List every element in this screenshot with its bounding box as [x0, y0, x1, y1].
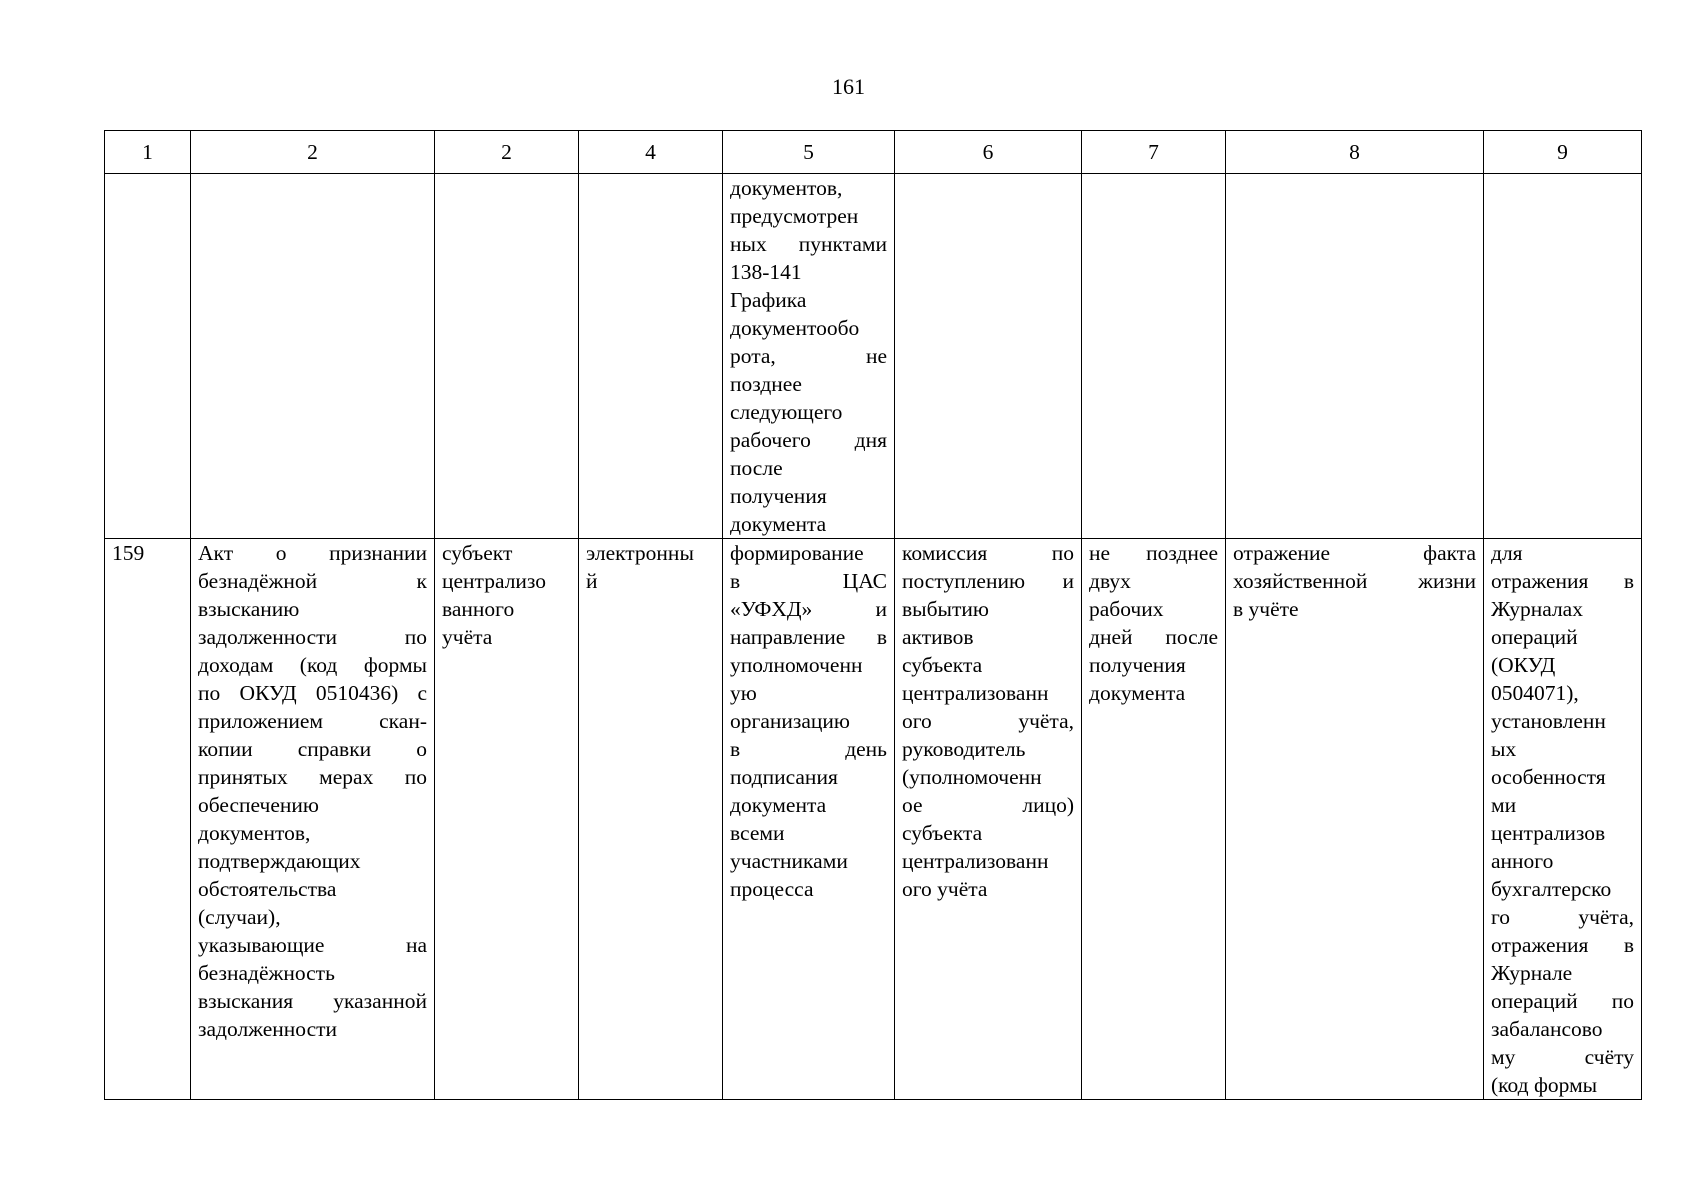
cell-line: поступлению и	[902, 569, 1074, 593]
table-header-row	[105, 131, 1642, 174]
cell-line: бухгалтерско	[1491, 877, 1612, 901]
cell-line: 0504071),	[1491, 681, 1579, 705]
cell-line: централизов	[1491, 821, 1606, 845]
cell-line: после	[730, 456, 783, 480]
cell-line: отражения в	[1491, 569, 1634, 593]
cell-line: субъект	[442, 541, 513, 565]
cell-line: документа	[730, 512, 827, 536]
cell-line: операций по	[1491, 989, 1634, 1013]
table-cell	[105, 174, 191, 539]
table-cell	[1484, 539, 1642, 1100]
cell-line: дней после	[1089, 625, 1218, 649]
cell-line: ми	[1491, 793, 1517, 817]
cell-line: особенностя	[1491, 765, 1606, 789]
cell-line: документа	[1089, 681, 1186, 705]
table-cell	[435, 174, 579, 539]
cell-line: формирование	[730, 541, 864, 565]
cell-line: ого учёта,	[902, 709, 1074, 733]
cell-line: выбытию	[902, 597, 989, 621]
cell-line: (код формы	[1491, 1073, 1598, 1097]
cell-line: отражения в	[1491, 933, 1634, 957]
cell-line: рабочего дня	[730, 428, 887, 452]
cell-line: ое лицо)	[902, 793, 1074, 817]
cell-line: централизованн	[902, 849, 1049, 873]
cell-line: операций	[1491, 625, 1578, 649]
table-cell	[191, 174, 435, 539]
table-cell	[895, 174, 1082, 539]
cell-line: по ОКУД 0510436) с	[198, 681, 427, 705]
cell-line: субъекта	[902, 653, 983, 677]
column-header: 9	[1484, 131, 1642, 174]
cell-line: задолженности по	[198, 625, 427, 649]
cell-line: приложением скан-	[198, 709, 427, 733]
cell-line: следующего	[730, 400, 843, 424]
cell-line: рабочих	[1089, 597, 1164, 621]
cell-line: (случаи),	[198, 905, 281, 929]
cell-line: 138-141	[730, 260, 802, 284]
cell-line: не позднее	[1089, 541, 1218, 565]
cell-line: обстоятельства	[198, 877, 337, 901]
table-cell	[1226, 539, 1484, 1100]
cell-line: принятых мерах по	[198, 765, 427, 789]
table-cell	[895, 539, 1082, 1100]
column-header: 7	[1082, 131, 1226, 174]
table-cell	[723, 539, 895, 1100]
column-header: 8	[1226, 131, 1484, 174]
cell-line: указывающие на	[198, 933, 427, 957]
cell-line: получения	[1089, 653, 1186, 677]
column-header: 1	[105, 131, 191, 174]
cell-line: задолженности	[198, 1017, 338, 1041]
cell-line: рота, не	[730, 344, 887, 368]
page-number: 161	[832, 74, 865, 99]
cell-line: отражение факта	[1233, 541, 1476, 565]
cell-line: централизо	[442, 569, 547, 593]
cell-line: руководитель	[902, 737, 1026, 761]
cell-line: ванного	[442, 597, 515, 621]
cell-line: документов,	[730, 176, 843, 200]
cell-line: Журнале	[1491, 961, 1573, 985]
cell-line: го учёта,	[1491, 905, 1634, 929]
cell-line: позднее	[730, 372, 802, 396]
document-table	[104, 130, 1642, 1100]
cell-line: направление в	[730, 625, 887, 649]
table-cell	[1484, 174, 1642, 539]
table-cell	[435, 539, 579, 1100]
cell-line: документообо	[730, 316, 860, 340]
cell-line: в учёте	[1233, 597, 1299, 621]
cell-line: в ЦАС	[730, 569, 887, 593]
cell-line: ых	[1491, 737, 1517, 761]
cell-line: активов	[902, 625, 974, 649]
cell-line: анного	[1491, 849, 1554, 873]
column-header: 2	[191, 131, 435, 174]
cell-line: ого учёта	[902, 877, 988, 901]
cell-line: участниками	[730, 849, 848, 873]
cell-line: й	[586, 569, 598, 593]
table-cell	[191, 539, 435, 1100]
cell-line: для	[1491, 541, 1523, 565]
cell-line: Акт о признании	[198, 541, 427, 565]
cell-line: взысканию	[198, 597, 300, 621]
cell-line: подтверждающих	[198, 849, 361, 873]
cell-line: «УФХД» и	[730, 597, 887, 621]
table-row-159	[105, 539, 1642, 1100]
cell-line: комиссия по	[902, 541, 1074, 565]
cell-line: уполномоченн	[730, 653, 863, 677]
cell-line: взыскания указанной	[198, 989, 427, 1013]
cell-line: ую	[730, 681, 757, 705]
table-cell	[1226, 174, 1484, 539]
cell-line: учёта	[442, 625, 493, 649]
cell-line: (уполномоченн	[902, 765, 1042, 789]
cell-line: получения	[730, 484, 827, 508]
table-row-continuation	[105, 174, 1642, 539]
column-header: 2	[435, 131, 579, 174]
cell-line: всеми	[730, 821, 785, 845]
table-cell	[579, 539, 723, 1100]
cell-line: централизованн	[902, 681, 1049, 705]
cell-line: документов,	[198, 821, 311, 845]
cell-line: хозяйственной жизни	[1233, 569, 1476, 593]
table-cell	[723, 174, 895, 539]
cell-line: безнадёжность	[198, 961, 335, 985]
cell-line: Журналах	[1491, 597, 1583, 621]
cell-line: электронны	[586, 541, 694, 565]
cell-line: му счёту	[1491, 1045, 1634, 1069]
table-cell	[1082, 539, 1226, 1100]
cell-line: документа	[730, 793, 827, 817]
column-header: 4	[579, 131, 723, 174]
cell-line: доходам (код формы	[198, 653, 427, 677]
row-number-cell	[105, 539, 191, 1100]
cell-line: установленн	[1491, 709, 1606, 733]
cell-line: субъекта	[902, 821, 983, 845]
cell-line: 159	[112, 541, 145, 565]
cell-line: обеспечению	[198, 793, 319, 817]
column-header: 6	[895, 131, 1082, 174]
table-cell	[1082, 174, 1226, 539]
cell-line: ных пунктами	[730, 232, 887, 256]
column-header: 5	[723, 131, 895, 174]
table-cell	[579, 174, 723, 539]
cell-line: (ОКУД	[1491, 653, 1556, 677]
cell-line: процесса	[730, 877, 814, 901]
cell-line: копии справки о	[198, 737, 427, 761]
cell-line: организацию	[730, 709, 850, 733]
cell-line: предусмотрен	[730, 204, 859, 228]
cell-line: в день	[730, 737, 887, 761]
cell-line: забалансово	[1491, 1017, 1603, 1041]
cell-line: безнадёжной к	[198, 569, 427, 593]
cell-line: подписания	[730, 765, 838, 789]
cell-line: Графика	[730, 288, 807, 312]
cell-line: двух	[1089, 569, 1131, 593]
